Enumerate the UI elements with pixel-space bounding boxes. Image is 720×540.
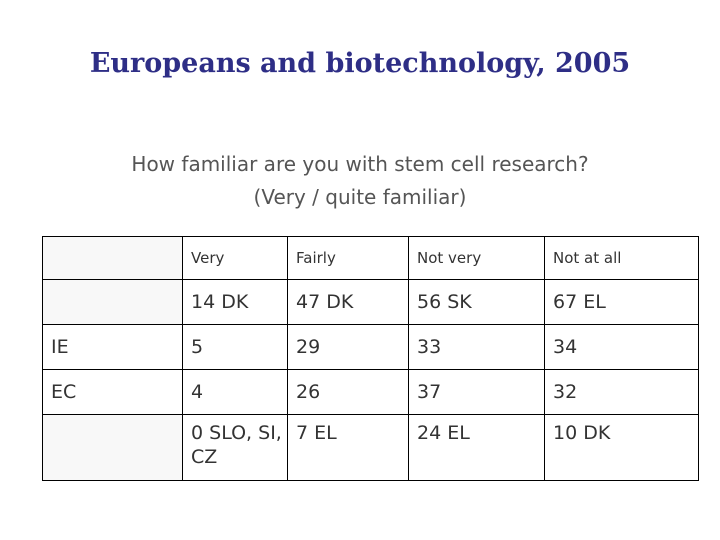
table-cell: 4 [183, 370, 288, 415]
table-cell: 67 EL [545, 280, 699, 325]
table-row [43, 325, 699, 370]
table-cell: 24 EL [409, 415, 545, 481]
table-cell: 7 EL [288, 415, 409, 481]
table-cell: 26 [288, 370, 409, 415]
table-cell: 56 SK [409, 280, 545, 325]
table-cell: 5 [183, 325, 288, 370]
question-line-1: How familiar are you with stem cell research? [131, 152, 589, 176]
question-line-2: (Very / quite familiar) [253, 185, 467, 209]
table-cell: 47 DK [288, 280, 409, 325]
table-cell: 0 SLO, SI, CZ [183, 415, 288, 481]
row-label [43, 280, 183, 325]
familiarity-table [42, 236, 699, 481]
table-cell: 14 DK [183, 280, 288, 325]
row-label [43, 415, 183, 481]
header-cell-fairly: Fairly [288, 237, 409, 280]
header-cell-not-very: Not very [409, 237, 545, 280]
table-row [43, 280, 699, 325]
table-header-row [43, 237, 699, 280]
table-cell: 34 [545, 325, 699, 370]
row-label: IE [43, 325, 183, 370]
row-label: EC [43, 370, 183, 415]
table-row [43, 370, 699, 415]
header-cell-very: Very [183, 237, 288, 280]
table-row [43, 415, 699, 481]
header-cell-not-at-all: Not at all [545, 237, 699, 280]
table-cell: 29 [288, 325, 409, 370]
table-cell: 37 [409, 370, 545, 415]
familiarity-table-container [42, 236, 698, 475]
table-cell: 10 DK [545, 415, 699, 481]
header-cell-corner [43, 237, 183, 280]
question-text [0, 148, 720, 214]
table-cell: 32 [545, 370, 699, 415]
table-cell: 33 [409, 325, 545, 370]
slide-title: Europeans and biotechnology, 2005 [89, 48, 631, 79]
